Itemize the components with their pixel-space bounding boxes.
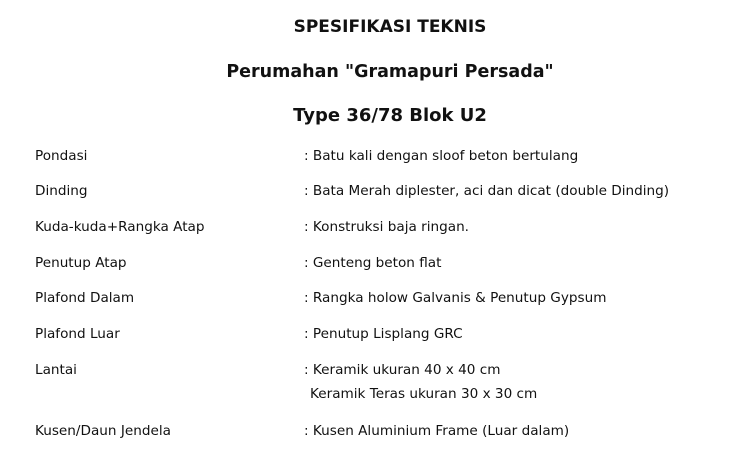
document-title: SPESIFIKASI TEKNIS xyxy=(293,17,487,37)
spec-value-line2: Keramik Teras ukuran 30 x 30 cm xyxy=(310,386,538,402)
spec-value: : Keramik ukuran 40 x 40 cm xyxy=(304,362,501,378)
spec-label: Dinding xyxy=(35,183,88,199)
spec-label: Plafond Luar xyxy=(35,326,120,342)
spec-value: : Genteng beton flat xyxy=(304,255,442,271)
spec-value-multiline xyxy=(304,361,537,403)
spec-value: : Bata Merah diplester, aci dan dicat (double Dinding) xyxy=(304,183,670,199)
spec-value: : Penutup Lisplang GRC xyxy=(304,326,463,342)
spec-value: : Batu kali dengan sloof beton bertulang xyxy=(304,148,579,164)
spec-label: Plafond Dalam xyxy=(35,290,135,306)
spec-label: Penutup Atap xyxy=(35,255,127,271)
house-type: Type 36/78 Blok U2 xyxy=(293,105,487,126)
spec-label: Pondasi xyxy=(35,148,88,164)
spec-value: : Konstruksi baja ringan. xyxy=(304,219,470,235)
project-name: Perumahan "Gramapuri Persada" xyxy=(226,62,554,82)
spec-label: Kuda-kuda+Rangka Atap xyxy=(35,219,205,235)
spec-label: Kusen/Daun Jendela xyxy=(35,423,171,439)
spec-value: : Rangka holow Galvanis & Penutup Gypsum xyxy=(304,290,607,306)
spec-label: Lantai xyxy=(35,362,77,378)
spec-value: : Kusen Aluminium Frame (Luar dalam) xyxy=(304,423,570,439)
